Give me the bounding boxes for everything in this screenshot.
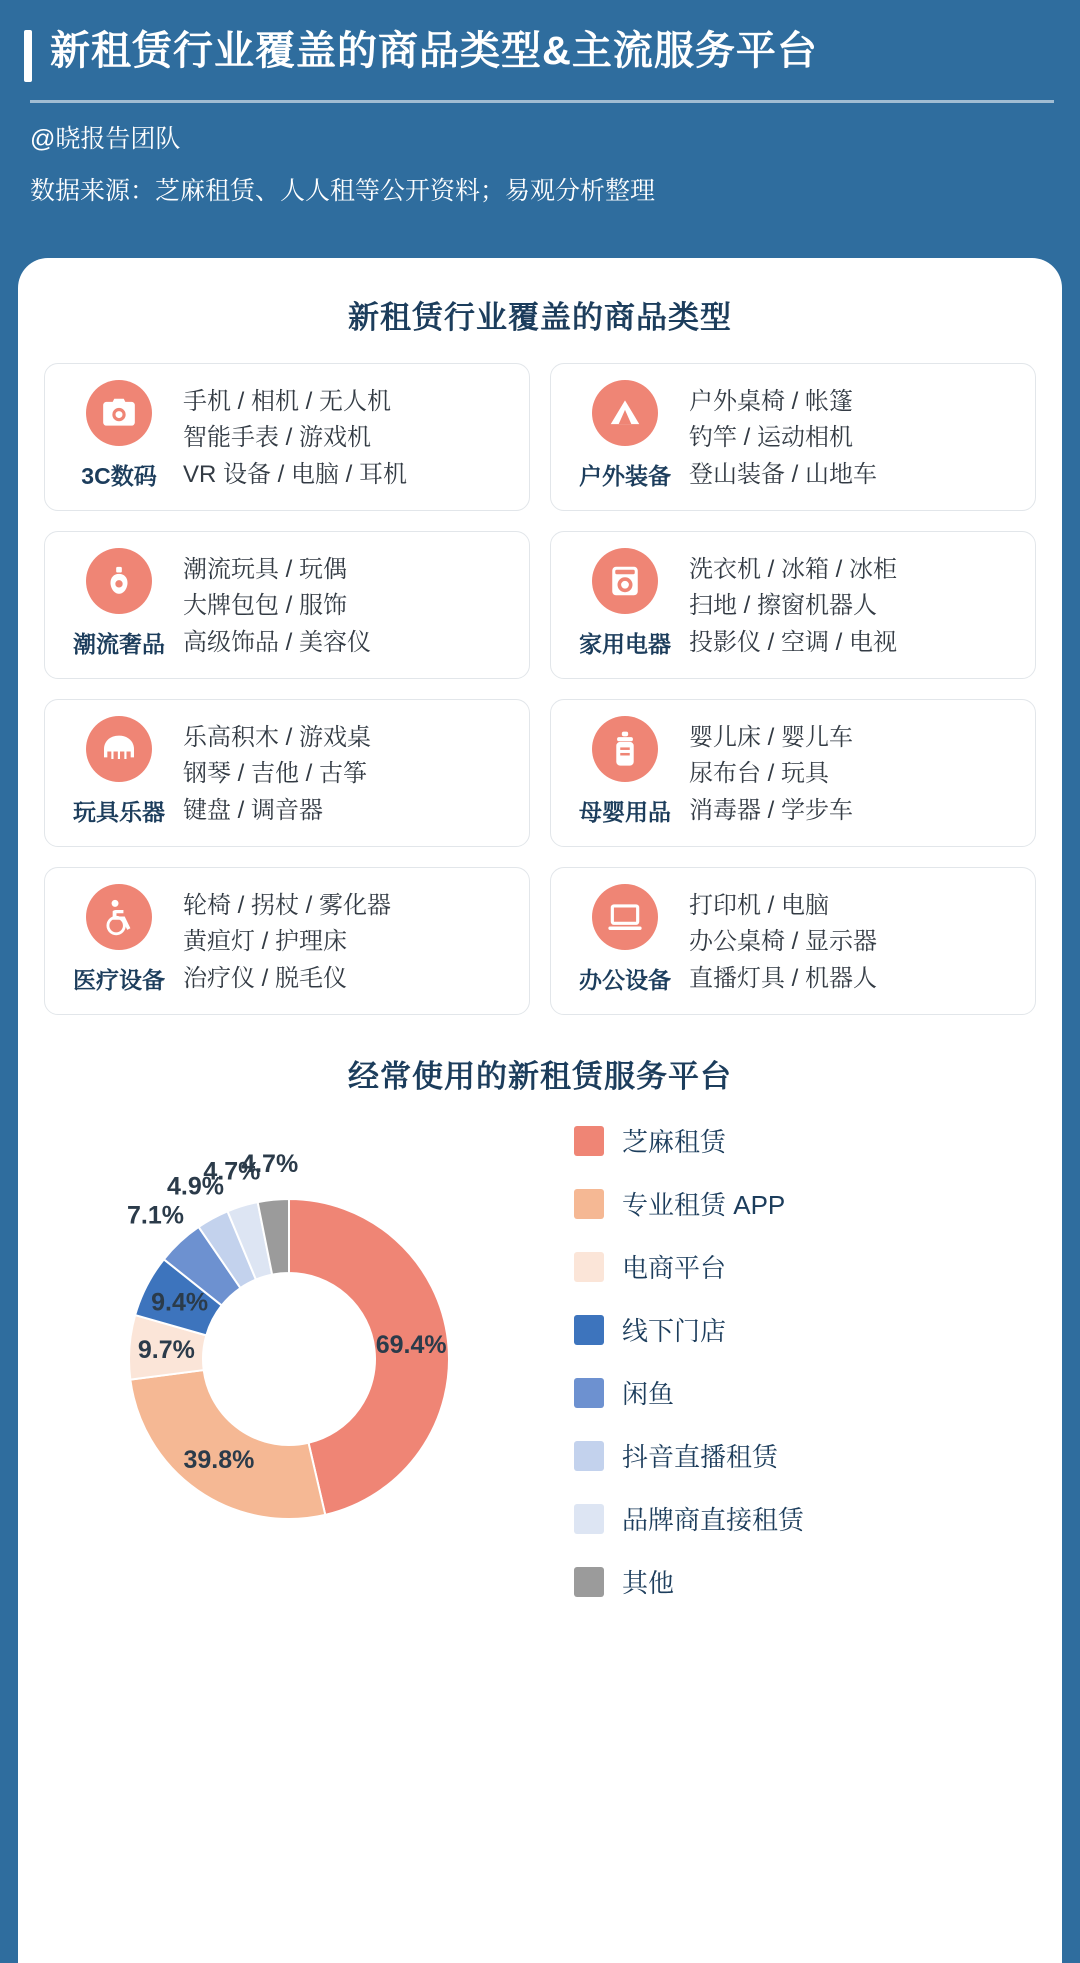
legend-item[interactable] — [574, 1500, 1036, 1537]
page-title: 新租赁行业覆盖的商品类型&主流服务平台 — [50, 29, 818, 73]
poster-root — [18, 18, 1062, 1948]
legend-item[interactable] — [574, 1248, 1036, 1285]
category-line: 登山装备 / 山地车 — [689, 460, 878, 488]
category-card[interactable] — [550, 699, 1036, 847]
legend-swatch — [574, 1252, 604, 1282]
category-name: 医疗设备 — [73, 967, 165, 993]
legend-item[interactable] — [574, 1374, 1036, 1411]
category-line: 治疗仪 / 脱毛仪 — [183, 964, 348, 992]
category-name: 户外装备 — [579, 463, 671, 489]
legend-item[interactable] — [574, 1437, 1036, 1474]
category-line: 潮流玩具 / 玩偶 — [183, 556, 348, 583]
legend-label: 抖音直播租赁 — [622, 1442, 779, 1472]
content-card — [18, 258, 1062, 1963]
legend-label: 线下门店 — [622, 1316, 727, 1346]
category-items — [683, 380, 1021, 493]
legend-item[interactable] — [574, 1185, 1036, 1222]
donut-value-label: 9.7% — [137, 1335, 195, 1364]
category-line: 扫地 / 擦窗机器人 — [689, 592, 878, 620]
legend-item[interactable] — [574, 1311, 1036, 1348]
legend-swatch — [574, 1126, 604, 1156]
camera-icon — [86, 380, 152, 446]
category-line: 办公桌椅 / 显示器 — [689, 928, 878, 956]
legend-label: 其他 — [622, 1568, 675, 1598]
category-identity — [567, 548, 683, 659]
category-name: 玩具乐器 — [73, 799, 165, 825]
category-line: 户外桌椅 / 帐篷 — [689, 388, 854, 415]
title-row — [24, 26, 1058, 82]
donut-chart — [44, 1144, 564, 1614]
category-name: 3C数码 — [81, 463, 157, 489]
legend-swatch — [574, 1315, 604, 1345]
category-items — [177, 548, 515, 661]
category-identity — [567, 716, 683, 827]
category-line: 尿布台 / 玩具 — [689, 760, 830, 788]
category-line: 直播灯具 / 机器人 — [689, 964, 878, 992]
legend-swatch — [574, 1378, 604, 1408]
category-line: 轮椅 / 拐杖 / 雾化器 — [183, 892, 392, 919]
category-items — [683, 716, 1021, 829]
monitor-icon — [592, 884, 658, 950]
category-identity — [61, 380, 177, 491]
washer-icon — [592, 548, 658, 614]
category-items — [177, 716, 515, 829]
donut-value-label: 4.7% — [241, 1149, 299, 1178]
category-line: 消毒器 / 学步车 — [689, 796, 854, 824]
legend-label: 专业租赁 APP — [622, 1190, 786, 1220]
wheelchair-icon — [86, 884, 152, 950]
category-card[interactable] — [550, 363, 1036, 511]
author-label: @晓报告团队 — [30, 125, 181, 153]
categories-section-title: 新租赁行业覆盖的商品类型 — [348, 300, 732, 335]
title-divider — [30, 100, 1054, 103]
legend-label: 闲鱼 — [622, 1379, 675, 1409]
category-name: 家用电器 — [579, 631, 671, 657]
category-card[interactable] — [44, 363, 530, 511]
category-line: VR 设备 / 电脑 / 耳机 — [183, 460, 408, 488]
legend-label: 电商平台 — [622, 1253, 727, 1283]
category-line: 键盘 / 调音器 — [183, 796, 324, 824]
category-card[interactable] — [44, 699, 530, 847]
header — [18, 18, 1062, 232]
category-identity — [567, 380, 683, 491]
category-items — [177, 380, 515, 493]
legend-item[interactable] — [574, 1563, 1036, 1600]
category-identity — [61, 884, 177, 995]
category-line: 智能手表 / 游戏机 — [183, 424, 372, 452]
category-name: 潮流奢品 — [73, 631, 165, 657]
category-line: 洗衣机 / 冰箱 / 冰柜 — [689, 556, 898, 583]
legend-swatch — [574, 1504, 604, 1534]
category-line: 打印机 / 电脑 — [689, 892, 830, 919]
tent-icon — [592, 380, 658, 446]
category-card[interactable] — [550, 531, 1036, 679]
donut-value-label: 7.1% — [127, 1201, 185, 1230]
donut-value-label: 39.8% — [183, 1446, 255, 1475]
category-items — [683, 548, 1021, 661]
chart-body — [44, 1122, 1036, 1636]
source-label: 数据来源：芝麻租赁、人人租等公开资料；易观分析整理 — [30, 176, 656, 205]
title-accent-bar — [24, 30, 32, 82]
category-name: 母婴用品 — [579, 799, 671, 825]
donut-slice[interactable] — [130, 1370, 325, 1519]
chart-title: 经常使用的新租赁服务平台 — [348, 1059, 732, 1094]
legend-swatch — [574, 1189, 604, 1219]
category-line: 高级饰品 / 美容仪 — [183, 628, 372, 656]
category-card[interactable] — [550, 867, 1036, 1015]
category-line: 黄疸灯 / 护理床 — [183, 928, 348, 956]
category-line: 大牌包包 / 服饰 — [183, 592, 348, 620]
category-grid — [44, 363, 1036, 1015]
category-card[interactable] — [44, 867, 530, 1015]
perfume-icon — [86, 548, 152, 614]
category-name: 办公设备 — [579, 967, 671, 993]
legend-label: 品牌商直接租赁 — [622, 1505, 805, 1535]
baby-bottle-icon — [592, 716, 658, 782]
legend-item[interactable] — [574, 1122, 1036, 1159]
category-line: 投影仪 / 空调 / 电视 — [689, 628, 898, 656]
category-line: 婴儿床 / 婴儿车 — [689, 724, 854, 751]
category-line: 钢琴 / 吉他 / 古筝 — [183, 760, 368, 788]
chart-legend — [564, 1122, 1036, 1636]
legend-swatch — [574, 1567, 604, 1597]
category-identity — [61, 548, 177, 659]
category-line: 钓竿 / 运动相机 — [689, 424, 854, 452]
donut-value-label: 9.4% — [151, 1288, 209, 1317]
piano-icon — [86, 716, 152, 782]
platform-chart-section — [44, 1051, 1036, 1636]
category-items — [177, 884, 515, 997]
donut-svg — [44, 1144, 564, 1614]
donut-value-label: 69.4% — [375, 1330, 447, 1359]
category-line: 手机 / 相机 / 无人机 — [183, 388, 392, 415]
legend-swatch — [574, 1441, 604, 1471]
category-identity — [567, 884, 683, 995]
category-items — [683, 884, 1021, 997]
category-line: 乐高积木 / 游戏桌 — [183, 724, 372, 751]
category-identity — [61, 716, 177, 827]
donut-value-label: 4.9% — [166, 1172, 224, 1201]
category-card[interactable] — [44, 531, 530, 679]
legend-label: 芝麻租赁 — [622, 1127, 727, 1157]
donut-value-label: 4.7% — [203, 1157, 261, 1186]
